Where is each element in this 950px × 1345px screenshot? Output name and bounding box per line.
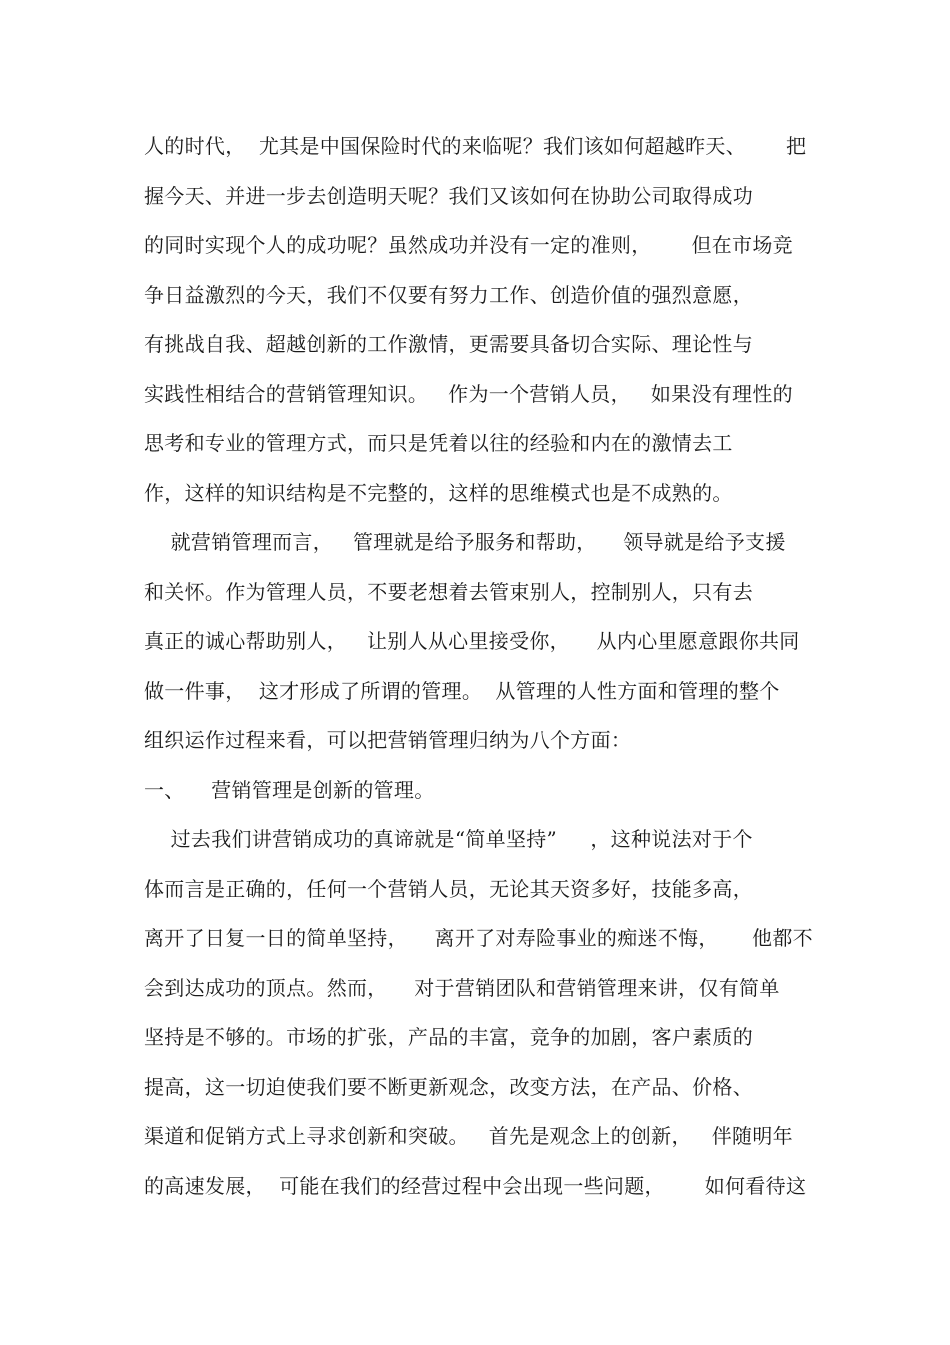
text-line: 和关怀。作为管理人员，不要老想着去管束别人，控制别人，只有去	[144, 579, 753, 604]
text-line: 离开了日复一日的简单坚持， 离开了对寿险事业的痴迷不悔， 他都不	[144, 926, 813, 950]
text-line: 思考和专业的管理方式，而只是凭着以往的经验和内在的激情去工	[144, 431, 733, 455]
text-line: 组织运作过程来看，可以把营销管理归纳为八个方面：	[144, 728, 632, 752]
body-text	[144, 122, 824, 1211]
text-line: 坚持是不够的。市场的扩张，产品的丰富，竞争的加剧，客户素质的	[144, 1025, 753, 1049]
text-line: 体而言是正确的，任何一个营销人员，无论其天资多好，技能多高，	[144, 876, 753, 901]
text-line: 作，这样的知识结构是不完整的，这样的思维模式也是不成熟的。	[144, 480, 733, 505]
text-line: 做一件事， 这才形成了所谓的管理。 从管理的人性方面和管理的整个	[144, 678, 780, 703]
paragraph-start-line: 就营销管理而言， 管理就是给予服务和帮助， 领导就是给予支援	[144, 530, 786, 554]
text-line: 人的时代， 尤其是中国保险时代的来临呢？我们该如何超越昨天、 把	[144, 134, 807, 158]
text-line: 握今天、并进一步去创造明天呢？我们又该如何在协助公司取得成功	[144, 183, 753, 208]
paragraph-start-line: 过去我们讲营销成功的真谛就是“简单坚持” ，这种说法对于个	[144, 827, 753, 851]
text-line: 的同时实现个人的成功呢？虽然成功并没有一定的准则， 但在市场竞	[144, 233, 793, 257]
text-line: 会到达成功的顶点。然而， 对于营销团队和营销管理来讲，仅有简单	[144, 975, 780, 1000]
section-heading: 一、 营销管理是创新的管理。	[144, 777, 435, 802]
text-line: 真正的诚心帮助别人， 让别人从心里接受你， 从内心里愿意跟你共同	[144, 629, 800, 653]
text-line: 实践性相结合的营销管理知识。 作为一个营销人员， 如果没有理性的	[144, 381, 793, 406]
text-line: 争日益激烈的今天，我们不仅要有努力工作、创造价值的强烈意愿，	[144, 282, 753, 307]
text-line: 提高，这一切迫使我们要不断更新观念，改变方法，在产品、价格、	[144, 1074, 753, 1099]
text-line: 渠道和促销方式上寻求创新和突破。 首先是观念上的创新， 伴随明年	[144, 1124, 793, 1148]
text-line: 有挑战自我、超越创新的工作激情，更需要具备切合实际、理论性与	[144, 332, 753, 356]
text-line: 的高速发展， 可能在我们的经营过程中会出现一些问题， 如何看待这	[144, 1173, 807, 1198]
